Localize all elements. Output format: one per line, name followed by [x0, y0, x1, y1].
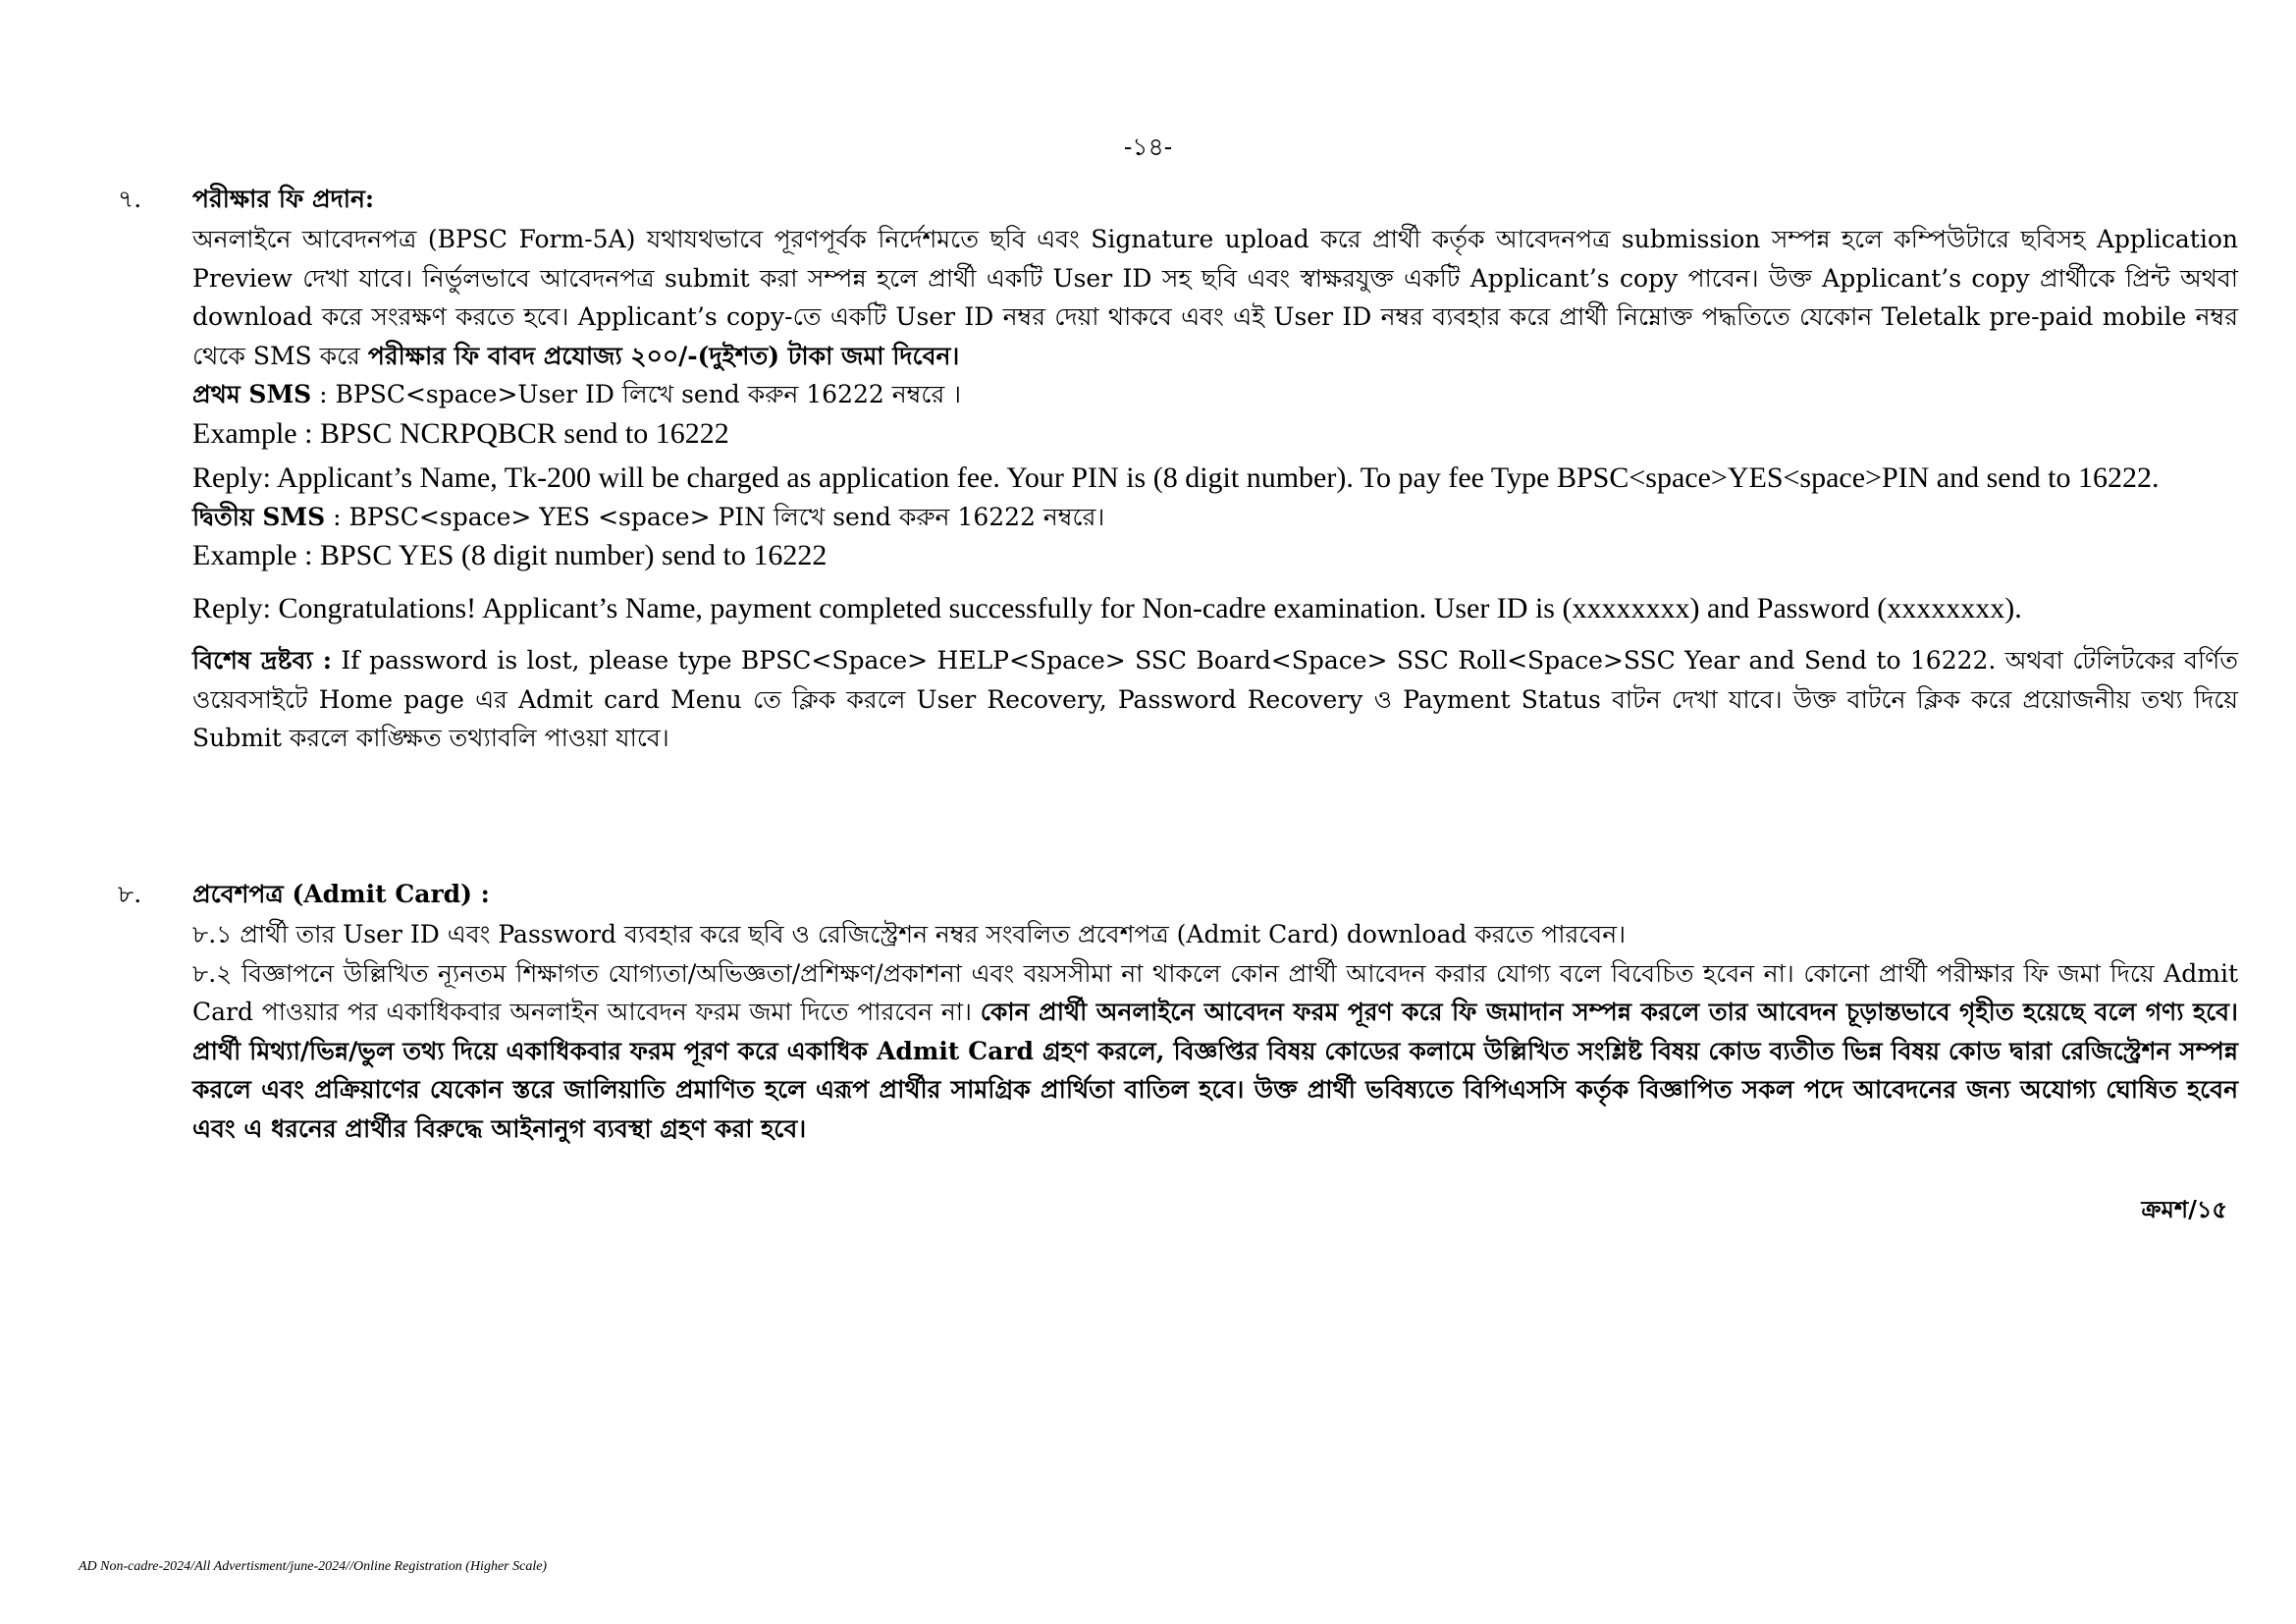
admit-card-warning: কোন প্রার্থী অনলাইনে আবেদন ফরম পূরণ করে ফি জমাদান সম্পন্ন করলে তার আবেদন চূড়ান্তভাবে গৃহীত হয়েছে বলে গণ্য হবে। প্রার্থী মিথ্যা/ভিন্ন/ভুল তথ্য দিয়ে একাধিকবার ফরম পূরণ করে একাধিক Admit Card গ্রহণ করলে, বিজ্ঞপ্তির বিষয় কোডের কলামে উল্লিখিত সংশ্লিষ্ট বিষয় কোড ব্যতীত ভিন্ন বিষয় কোড দ্বারা রেজিস্ট্রেশন সম্পন্ন করলে এবং প্রক্রিয়াণের যেকোন স্তরে জালিয়াতি প্রমাণিত হলে এরূপ প্রার্থীর সামগ্রিক প্রার্থিতা বাতিল হবে। উক্ত প্রার্থী ভবিষ্যতে বিপিএসসি কর্তৃক বিজ্ঞাপিত সকল পদে আবেদনের জন্য অযোগ্য ঘোষিত হবেন এবং এ ধরনের প্রার্থীর বিরুদ্ধে আইনানুগ ব্যবস্থা গ্রহণ করা হবে।: [192, 998, 2239, 1143]
continued-marker: ক্রমশ/১৫: [2141, 1195, 2227, 1223]
page-number: -১৪-: [1123, 133, 1173, 161]
fee-instructions-paragraph: অনলাইনে আবেদনপত্র (BPSC Form-5A) যথাযথভাবে পূরণপূর্বক নির্দেশমতে ছবি এবং Signature upload করে প্রার্থী কর্তৃক আবেদনপত্র submission সম্পন্ন হলে কম্পিউটারে ছবিসহ Application Preview দেখা যাবে। নির্ভুলভাবে আবেদনপত্র submit করা সম্পন্ন হলে প্রার্থী একটি User ID সহ ছবি এবং স্বাক্ষরযুক্ত একটি Applicant’s copy পাবেন। উক্ত Applicant’s copy প্রার্থীকে প্রিন্ট অথবা download করে সংরক্ষণ করতে হবে। Applicant’s copy-তে একটি User ID নম্বর দেয়া থাকবে এবং এই User ID নম্বর ব্যবহার করে প্রার্থী নিম্নোক্ত পদ্ধতিতে যেকোন Teletalk pre-paid mobile নম্বর থেকে SMS করে পরীক্ষার ফি বাবদ প্রযোজ্য ২০০/-(দুইশত) টাকা জমা দিবেন।: [192, 225, 2238, 370]
section-exam-fee: [118, 181, 2238, 758]
fee-amount-statement: পরীক্ষার ফি বাবদ প্রযোজ্য ২০০/-(দুইশত) টাকা জমা দিবেন।: [367, 341, 960, 370]
section-admit-card: [118, 876, 2238, 1148]
section-title: পরীক্ষার ফি প্রদান:: [192, 184, 375, 213]
admit-card-item-2: ৮.২ বিজ্ঞাপনে উল্লিখিত ন্যূনতম শিক্ষাগত যোগ্যতা/অভিজ্ঞতা/প্রশিক্ষণ/প্রকাশনা এবং বয়সসীমা না থাকলে কোন প্রার্থী আবেদন করার যোগ্য বলে বিবেচিত হবেন না। কোনো প্রার্থী পরীক্ষার ফি জমা দিয়ে Admit Card পাওয়ার পর একাধিকবার অনলাইন আবেদন ফরম জমা দিতে পারবেন না। কোন প্রার্থী অনলাইনে আবেদন ফরম পূরণ করে ফি জমাদান সম্পন্ন করলে তার আবেদন চূড়ান্তভাবে গৃহীত হয়েছে বলে গণ্য হবে। প্রার্থী মিথ্যা/ভিন্ন/ভুল তথ্য দিয়ে একাধিকবার ফরম পূরণ করে একাধিক Admit Card গ্রহণ করলে, বিজ্ঞপ্তির বিষয় কোডের কলামে উল্লিখিত সংশ্লিষ্ট বিষয় কোড ব্যতীত ভিন্ন বিষয় কোড দ্বারা রেজিস্ট্রেশন সম্পন্ন করলে এবং প্রক্রিয়াণের যেকোন স্তরে জালিয়াতি প্রমাণিত হলে এরূপ প্রার্থীর সামগ্রিক প্রার্থিতা বাতিল হবে। উক্ত প্রার্থী ভবিষ্যতে বিপিএসসি কর্তৃক বিজ্ঞাপিত সকল পদে আবেদনের জন্য অযোগ্য ঘোষিত হবেন এবং এ ধরনের প্রার্থীর বিরুদ্ধে আইনানুগ ব্যবস্থা গ্রহণ করা হবে।: [192, 958, 2239, 1143]
special-note: বিশেষ দ্রষ্টব্য : If password is lost, please type BPSC<Space> HELP<Space> SSC Board<Space> SSC Roll<Space>SSC Year and Send to 16222. অথবা টেলিটকের বর্ণিত ওয়েবসাইটে Home page এর Admit card Menu তে ক্লিক করলে User Recovery, Password Recovery ও Payment Status বাটন দেখা যাবে। উক্ত বাটনে ক্লিক করে প্রয়োজনীয় তথ্য দিয়ে Submit করলে কাঙ্ক্ষিত তথ্যাবলি পাওয়া যাবে।: [192, 646, 2238, 752]
admit-card-item-1: ৮.১ প্রার্থী তার User ID এবং Password ব্যবহার করে ছবি ও রেজিস্ট্রেশন নম্বর সংবলিত প্রবেশপত্র (Admit Card) download করতে পারবেন।: [192, 920, 1627, 948]
section-title: প্রবেশপত্র (Admit Card) :: [192, 879, 490, 908]
section-heading: [118, 181, 2238, 220]
second-sms-line: দ্বিতীয় SMS : BPSC<space> YES <space> PIN লিখে send করুন 16222 নম্বরে।: [192, 502, 1105, 531]
section-body: [192, 915, 2238, 1148]
section-number: ৭.: [118, 184, 142, 213]
footer-reference: AD Non-cadre-2024/All Advertisment/june-2024//Online Registration (Higher Scale): [79, 1559, 548, 1574]
section-heading: [118, 876, 2238, 915]
first-sms-line: প্রথম SMS : BPSC<space>User ID লিখে send করুন 16222 নম্বরে ।: [192, 380, 962, 408]
section-number: ৮.: [118, 879, 142, 908]
section-body: [192, 220, 2238, 758]
second-sms-reply: Reply: Congratulations! Applicant’s Name, payment completed successfully for Non-cadre examination. User ID is (xxxxxxxx) and Password (xxxxxxxx).: [192, 591, 2022, 624]
second-sms-example: Example : BPSC YES (8 digit number) send to 16222: [192, 539, 828, 571]
first-sms-example: Example : BPSC NCRPQBCR send to 16222: [192, 416, 729, 450]
first-sms-reply: Reply: Applicant’s Name, Tk-200 will be charged as application fee. Your PIN is (8 digit number). To pay fee Type BPSC<space>YES<space>PIN and send to 16222.: [192, 461, 2160, 494]
